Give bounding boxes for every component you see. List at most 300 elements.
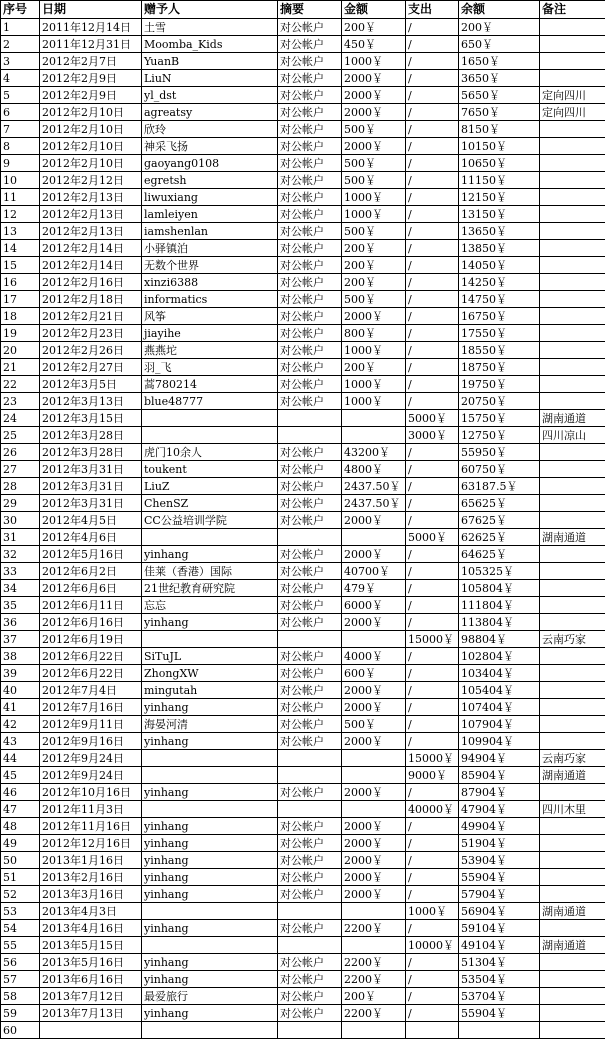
cell-date: 2012年11月3日 <box>40 801 142 818</box>
cell-summary <box>278 767 342 784</box>
cell-index: 22 <box>1 376 40 393</box>
cell-donor <box>142 529 278 546</box>
cell-summary: 对公帐户 <box>278 359 342 376</box>
cell-amount <box>342 1022 406 1039</box>
cell-balance: 14750￥ <box>459 291 540 308</box>
cell-balance: 200￥ <box>459 19 540 36</box>
cell-amount: 2000￥ <box>342 699 406 716</box>
cell-amount: 500￥ <box>342 172 406 189</box>
cell-note: 湖南通道 <box>540 767 605 784</box>
cell-index: 52 <box>1 886 40 903</box>
cell-expense: 15000￥ <box>406 750 459 767</box>
cell-balance: 15750￥ <box>459 410 540 427</box>
cell-donor <box>142 903 278 920</box>
cell-note <box>540 682 605 699</box>
cell-expense: / <box>406 495 459 512</box>
table-row <box>1 818 605 835</box>
cell-expense: / <box>406 852 459 869</box>
cell-expense: / <box>406 104 459 121</box>
table-row <box>1 274 605 291</box>
cell-summary: 对公帐户 <box>278 597 342 614</box>
cell-donor: yinhang <box>142 546 278 563</box>
cell-summary: 对公帐户 <box>278 53 342 70</box>
cell-summary: 对公帐户 <box>278 308 342 325</box>
cell-amount: 2000￥ <box>342 886 406 903</box>
cell-balance: 650￥ <box>459 36 540 53</box>
cell-summary: 对公帐户 <box>278 291 342 308</box>
cell-summary: 对公帐户 <box>278 393 342 410</box>
cell-index: 4 <box>1 70 40 87</box>
cell-balance: 103404￥ <box>459 665 540 682</box>
cell-date: 2012年2月9日 <box>40 70 142 87</box>
cell-summary: 对公帐户 <box>278 614 342 631</box>
cell-donor: YuanB <box>142 53 278 70</box>
cell-date: 2012年6月19日 <box>40 631 142 648</box>
cell-date: 2012年2月21日 <box>40 308 142 325</box>
cell-expense: 5000￥ <box>406 529 459 546</box>
cell-expense: / <box>406 359 459 376</box>
cell-index: 5 <box>1 87 40 104</box>
table-row <box>1 70 605 87</box>
cell-amount: 500￥ <box>342 121 406 138</box>
cell-date: 2012年2月10日 <box>40 104 142 121</box>
cell-donor: iamshenlan <box>142 223 278 240</box>
cell-summary: 对公帐户 <box>278 274 342 291</box>
cell-note <box>540 869 605 886</box>
table-row <box>1 529 605 546</box>
cell-amount: 479￥ <box>342 580 406 597</box>
cell-amount <box>342 427 406 444</box>
cell-balance: 47904￥ <box>459 801 540 818</box>
cell-date: 2013年5月15日 <box>40 937 142 954</box>
cell-date: 2012年9月24日 <box>40 767 142 784</box>
cell-donor: jiayihe <box>142 325 278 342</box>
cell-balance: 11150￥ <box>459 172 540 189</box>
cell-summary: 对公帐户 <box>278 189 342 206</box>
cell-balance: 51904￥ <box>459 835 540 852</box>
cell-note <box>540 325 605 342</box>
cell-balance: 105804￥ <box>459 580 540 597</box>
cell-donor: egretsh <box>142 172 278 189</box>
table-row <box>1 172 605 189</box>
cell-summary: 对公帐户 <box>278 155 342 172</box>
cell-index: 44 <box>1 750 40 767</box>
cell-summary: 对公帐户 <box>278 444 342 461</box>
cell-amount: 2000￥ <box>342 784 406 801</box>
cell-note <box>540 954 605 971</box>
table-row <box>1 53 605 70</box>
cell-date: 2012年2月14日 <box>40 257 142 274</box>
cell-balance: 12750￥ <box>459 427 540 444</box>
cell-amount: 500￥ <box>342 223 406 240</box>
cell-amount: 2000￥ <box>342 104 406 121</box>
cell-balance: 107904￥ <box>459 716 540 733</box>
cell-index: 54 <box>1 920 40 937</box>
cell-balance: 105325￥ <box>459 563 540 580</box>
cell-expense: / <box>406 342 459 359</box>
cell-index: 19 <box>1 325 40 342</box>
cell-date: 2012年3月31日 <box>40 478 142 495</box>
cell-expense: / <box>406 512 459 529</box>
cell-summary <box>278 903 342 920</box>
cell-index: 28 <box>1 478 40 495</box>
cell-index: 36 <box>1 614 40 631</box>
cell-date <box>40 1022 142 1039</box>
cell-date: 2011年12月14日 <box>40 19 142 36</box>
cell-note: 四川凉山 <box>540 427 605 444</box>
cell-donor <box>142 427 278 444</box>
cell-summary: 对公帐户 <box>278 495 342 512</box>
cell-balance: 67625￥ <box>459 512 540 529</box>
header-summary: 摘要 <box>278 1 342 19</box>
table-row <box>1 87 605 104</box>
cell-note: 湖南通道 <box>540 937 605 954</box>
cell-donor: gaoyang0108 <box>142 155 278 172</box>
cell-expense: / <box>406 155 459 172</box>
cell-amount: 2437.50￥ <box>342 478 406 495</box>
cell-summary: 对公帐户 <box>278 376 342 393</box>
cell-index: 45 <box>1 767 40 784</box>
table-row <box>1 733 605 750</box>
cell-note: 云南巧家 <box>540 750 605 767</box>
table-row <box>1 648 605 665</box>
cell-expense: / <box>406 36 459 53</box>
table-row <box>1 716 605 733</box>
cell-note <box>540 206 605 223</box>
cell-balance: 49904￥ <box>459 818 540 835</box>
cell-note: 四川木里 <box>540 801 605 818</box>
cell-index: 34 <box>1 580 40 597</box>
cell-amount: 2000￥ <box>342 546 406 563</box>
cell-summary <box>278 529 342 546</box>
cell-date: 2012年7月16日 <box>40 699 142 716</box>
cell-donor <box>142 750 278 767</box>
cell-amount: 2200￥ <box>342 1005 406 1022</box>
cell-note <box>540 614 605 631</box>
cell-balance: 94904￥ <box>459 750 540 767</box>
table-row <box>1 104 605 121</box>
cell-date: 2012年3月28日 <box>40 444 142 461</box>
cell-expense: 15000￥ <box>406 631 459 648</box>
cell-balance: 20750￥ <box>459 393 540 410</box>
cell-expense: / <box>406 954 459 971</box>
cell-index: 33 <box>1 563 40 580</box>
cell-balance: 49104￥ <box>459 937 540 954</box>
cell-date: 2013年5月16日 <box>40 954 142 971</box>
cell-amount: 1000￥ <box>342 189 406 206</box>
cell-donor: yinhang <box>142 954 278 971</box>
cell-donor: yinhang <box>142 869 278 886</box>
cell-expense: / <box>406 223 459 240</box>
cell-donor: yinhang <box>142 614 278 631</box>
cell-expense: / <box>406 121 459 138</box>
cell-balance: 13650￥ <box>459 223 540 240</box>
cell-balance: 64625￥ <box>459 546 540 563</box>
cell-expense: / <box>406 19 459 36</box>
cell-expense: / <box>406 376 459 393</box>
cell-summary <box>278 750 342 767</box>
cell-expense: / <box>406 648 459 665</box>
cell-note: 湖南通道 <box>540 410 605 427</box>
cell-expense: / <box>406 784 459 801</box>
table-row <box>1 954 605 971</box>
cell-summary: 对公帐户 <box>278 699 342 716</box>
table-row <box>1 971 605 988</box>
cell-amount: 2000￥ <box>342 138 406 155</box>
header-expense: 支出 <box>406 1 459 19</box>
cell-index: 11 <box>1 189 40 206</box>
table-row <box>1 852 605 869</box>
cell-balance: 87904￥ <box>459 784 540 801</box>
cell-index: 31 <box>1 529 40 546</box>
cell-note <box>540 138 605 155</box>
cell-index: 18 <box>1 308 40 325</box>
cell-donor: 小驿镇泊 <box>142 240 278 257</box>
table-row <box>1 1022 605 1039</box>
cell-donor: blue48777 <box>142 393 278 410</box>
cell-donor <box>142 937 278 954</box>
cell-note: 湖南通道 <box>540 903 605 920</box>
table-row <box>1 325 605 342</box>
cell-amount: 2000￥ <box>342 835 406 852</box>
cell-expense: 1000￥ <box>406 903 459 920</box>
cell-index: 56 <box>1 954 40 971</box>
table-row <box>1 546 605 563</box>
cell-note <box>540 478 605 495</box>
table-row <box>1 36 605 53</box>
cell-balance: 113804￥ <box>459 614 540 631</box>
cell-date: 2012年2月18日 <box>40 291 142 308</box>
cell-date: 2012年6月22日 <box>40 648 142 665</box>
table-row <box>1 835 605 852</box>
cell-summary: 对公帐户 <box>278 665 342 682</box>
cell-date: 2013年6月16日 <box>40 971 142 988</box>
cell-amount: 1000￥ <box>342 376 406 393</box>
cell-amount: 2437.50￥ <box>342 495 406 512</box>
cell-donor: 欣玲 <box>142 121 278 138</box>
cell-summary: 对公帐户 <box>278 121 342 138</box>
cell-note <box>540 580 605 597</box>
table-row <box>1 937 605 954</box>
cell-balance: 13850￥ <box>459 240 540 257</box>
cell-date: 2012年4月6日 <box>40 529 142 546</box>
cell-balance: 8150￥ <box>459 121 540 138</box>
cell-balance: 18550￥ <box>459 342 540 359</box>
cell-summary: 对公帐户 <box>278 223 342 240</box>
table-row <box>1 682 605 699</box>
cell-donor: xinzi6388 <box>142 274 278 291</box>
cell-note <box>540 546 605 563</box>
table-row <box>1 767 605 784</box>
table-row <box>1 988 605 1005</box>
cell-note <box>540 665 605 682</box>
cell-note <box>540 648 605 665</box>
cell-amount: 2000￥ <box>342 512 406 529</box>
cell-balance: 14250￥ <box>459 274 540 291</box>
cell-amount: 40700￥ <box>342 563 406 580</box>
cell-summary: 对公帐户 <box>278 172 342 189</box>
cell-balance: 55950￥ <box>459 444 540 461</box>
cell-donor: toukent <box>142 461 278 478</box>
cell-expense: / <box>406 988 459 1005</box>
cell-note <box>540 376 605 393</box>
cell-note <box>540 240 605 257</box>
cell-amount: 500￥ <box>342 716 406 733</box>
cell-expense: / <box>406 716 459 733</box>
header-note: 备注 <box>540 1 605 19</box>
cell-date: 2012年2月26日 <box>40 342 142 359</box>
table-row <box>1 155 605 172</box>
cell-balance: 111804￥ <box>459 597 540 614</box>
cell-expense: / <box>406 869 459 886</box>
cell-expense: / <box>406 682 459 699</box>
cell-index: 32 <box>1 546 40 563</box>
cell-expense: / <box>406 291 459 308</box>
table-row <box>1 597 605 614</box>
cell-index: 43 <box>1 733 40 750</box>
cell-date: 2012年2月27日 <box>40 359 142 376</box>
cell-balance: 53904￥ <box>459 852 540 869</box>
cell-index: 15 <box>1 257 40 274</box>
cell-balance: 3650￥ <box>459 70 540 87</box>
cell-date: 2012年2月10日 <box>40 138 142 155</box>
cell-amount: 200￥ <box>342 240 406 257</box>
cell-note <box>540 988 605 1005</box>
cell-index: 13 <box>1 223 40 240</box>
cell-date: 2012年3月15日 <box>40 410 142 427</box>
cell-note <box>540 818 605 835</box>
cell-date: 2013年7月13日 <box>40 1005 142 1022</box>
cell-note: 定向四川 <box>540 104 605 121</box>
table-row <box>1 342 605 359</box>
cell-date: 2013年4月16日 <box>40 920 142 937</box>
cell-note <box>540 512 605 529</box>
cell-date: 2012年2月10日 <box>40 121 142 138</box>
cell-note <box>540 563 605 580</box>
cell-amount: 2000￥ <box>342 614 406 631</box>
table-row <box>1 444 605 461</box>
cell-expense: / <box>406 274 459 291</box>
cell-donor: lamleiyen <box>142 206 278 223</box>
cell-expense: / <box>406 53 459 70</box>
cell-date: 2012年2月10日 <box>40 155 142 172</box>
cell-summary: 对公帐户 <box>278 461 342 478</box>
cell-expense: / <box>406 835 459 852</box>
cell-date: 2012年7月4日 <box>40 682 142 699</box>
cell-summary <box>278 937 342 954</box>
cell-amount: 2200￥ <box>342 971 406 988</box>
cell-balance: 16750￥ <box>459 308 540 325</box>
cell-donor: 21世纪教育研究院 <box>142 580 278 597</box>
cell-index: 26 <box>1 444 40 461</box>
cell-amount: 200￥ <box>342 988 406 1005</box>
cell-amount <box>342 631 406 648</box>
table-row <box>1 376 605 393</box>
cell-expense: / <box>406 580 459 597</box>
table-row <box>1 784 605 801</box>
cell-donor: CC公益培训学院 <box>142 512 278 529</box>
cell-donor <box>142 801 278 818</box>
table-row <box>1 699 605 716</box>
cell-date: 2012年10月16日 <box>40 784 142 801</box>
cell-date: 2012年6月16日 <box>40 614 142 631</box>
cell-donor: Moomba_Kids <box>142 36 278 53</box>
cell-balance: 65625￥ <box>459 495 540 512</box>
cell-date: 2012年6月11日 <box>40 597 142 614</box>
cell-summary: 对公帐户 <box>278 988 342 1005</box>
cell-amount: 1000￥ <box>342 342 406 359</box>
cell-index: 37 <box>1 631 40 648</box>
cell-summary: 对公帐户 <box>278 818 342 835</box>
cell-summary: 对公帐户 <box>278 869 342 886</box>
cell-index: 24 <box>1 410 40 427</box>
cell-expense: / <box>406 189 459 206</box>
cell-amount: 6000￥ <box>342 597 406 614</box>
cell-note <box>540 172 605 189</box>
cell-summary: 对公帐户 <box>278 1005 342 1022</box>
cell-index: 58 <box>1 988 40 1005</box>
cell-index: 40 <box>1 682 40 699</box>
cell-summary: 对公帐户 <box>278 835 342 852</box>
cell-note <box>540 444 605 461</box>
cell-amount: 4000￥ <box>342 648 406 665</box>
cell-donor: agreatsy <box>142 104 278 121</box>
cell-amount <box>342 410 406 427</box>
table-row <box>1 189 605 206</box>
cell-amount: 2200￥ <box>342 954 406 971</box>
header-index: 序号 <box>1 1 40 19</box>
cell-expense: / <box>406 325 459 342</box>
table-row <box>1 393 605 410</box>
cell-balance: 53704￥ <box>459 988 540 1005</box>
cell-note <box>540 393 605 410</box>
cell-expense: / <box>406 546 459 563</box>
cell-amount <box>342 903 406 920</box>
cell-index: 46 <box>1 784 40 801</box>
cell-note: 湖南通道 <box>540 529 605 546</box>
cell-date: 2011年12月31日 <box>40 36 142 53</box>
cell-balance: 105404￥ <box>459 682 540 699</box>
cell-expense: / <box>406 393 459 410</box>
table-row <box>1 580 605 597</box>
cell-expense: / <box>406 206 459 223</box>
cell-note <box>540 835 605 852</box>
cell-balance: 1650￥ <box>459 53 540 70</box>
cell-donor: ChenSZ <box>142 495 278 512</box>
header-balance: 余额 <box>459 1 540 19</box>
cell-index: 9 <box>1 155 40 172</box>
table-row <box>1 223 605 240</box>
cell-index: 47 <box>1 801 40 818</box>
cell-amount: 4800￥ <box>342 461 406 478</box>
header-donor: 赠予人 <box>142 1 278 19</box>
cell-donor <box>142 410 278 427</box>
cell-expense: / <box>406 478 459 495</box>
cell-donor: yinhang <box>142 784 278 801</box>
cell-note: 云南巧家 <box>540 631 605 648</box>
cell-note <box>540 495 605 512</box>
cell-date: 2013年2月16日 <box>40 869 142 886</box>
cell-summary: 对公帐户 <box>278 886 342 903</box>
cell-amount: 2000￥ <box>342 818 406 835</box>
cell-summary: 对公帐户 <box>278 648 342 665</box>
cell-date: 2012年2月14日 <box>40 240 142 257</box>
cell-summary <box>278 631 342 648</box>
table-row <box>1 563 605 580</box>
cell-note <box>540 784 605 801</box>
cell-expense: / <box>406 70 459 87</box>
cell-summary: 对公帐户 <box>278 971 342 988</box>
